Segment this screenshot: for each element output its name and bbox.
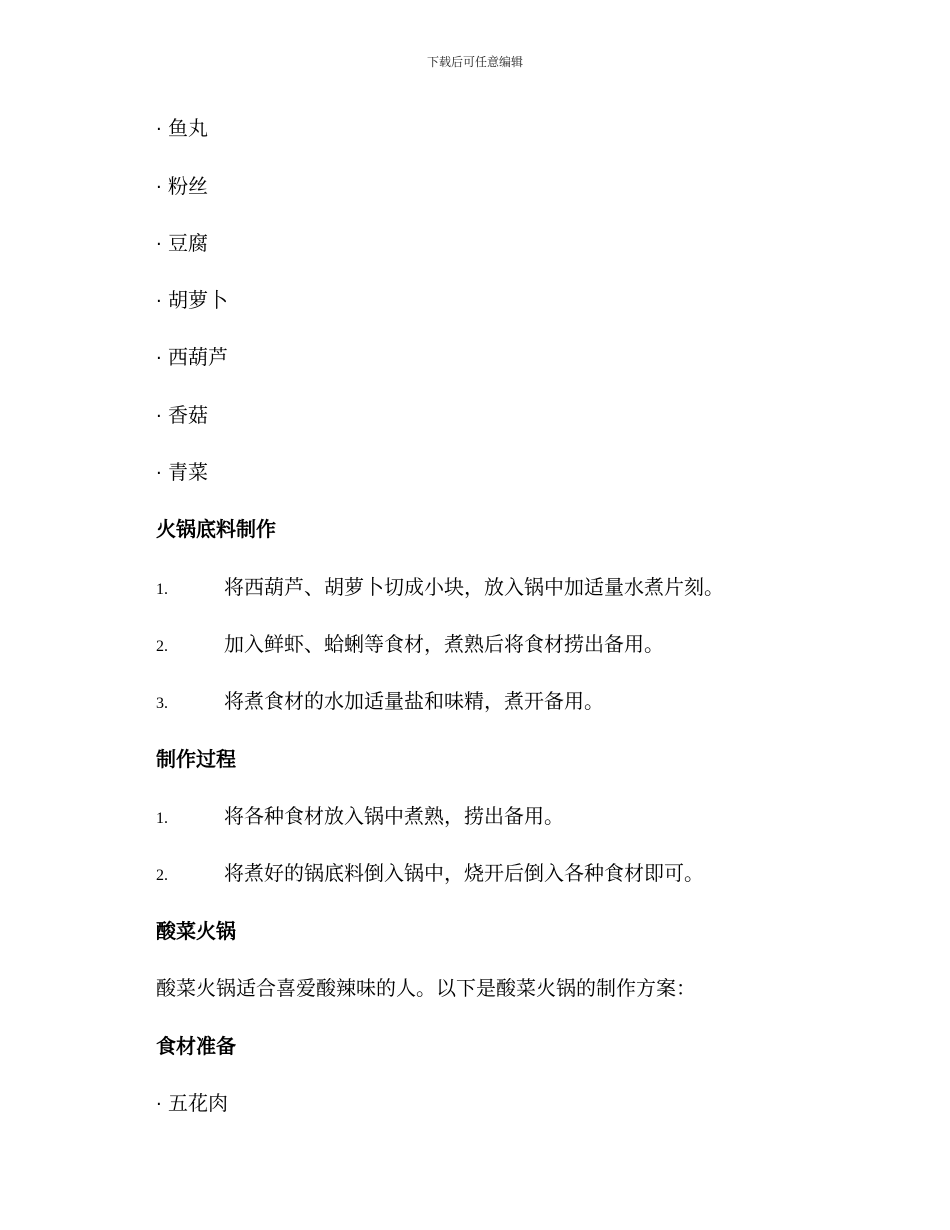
bullet-dot: · xyxy=(156,234,162,255)
step-number: 2. xyxy=(156,867,168,884)
step-text: 将各种食材放入锅中煮熟，捞出备用。 xyxy=(224,804,564,828)
step-text: 将西葫芦、胡萝卜切成小块，放入锅中加适量水煮片刻。 xyxy=(224,575,724,599)
bullet-dot: · xyxy=(156,406,162,427)
step-item xyxy=(156,629,664,659)
step-number: 1. xyxy=(156,810,168,827)
bullet-dot: · xyxy=(156,177,162,198)
step-text: 将煮食材的水加适量盐和味精，煮开备用。 xyxy=(224,689,604,713)
list-item-text: 粉丝 xyxy=(168,174,208,198)
bullet-dot: · xyxy=(156,291,162,312)
step-item xyxy=(156,686,604,716)
section-heading-sauerkraut: 酸菜火锅 xyxy=(156,919,236,943)
step-number: 3. xyxy=(156,695,168,712)
bullet-dot: · xyxy=(156,1094,162,1115)
section-heading-process: 制作过程 xyxy=(156,747,236,771)
step-item xyxy=(156,858,704,888)
list-item xyxy=(156,228,208,258)
list-item xyxy=(156,457,208,487)
list-item-text: 香菇 xyxy=(168,403,208,427)
step-item xyxy=(156,572,724,602)
list-item-text: 鱼丸 xyxy=(168,116,208,140)
header-note: 下载后可任意编辑 xyxy=(426,55,523,69)
list-item xyxy=(156,285,228,315)
list-item xyxy=(156,171,208,201)
list-item-text: 青菜 xyxy=(168,460,208,484)
list-item xyxy=(156,113,208,143)
bullet-dot: · xyxy=(156,348,162,369)
step-item xyxy=(156,801,564,831)
section-heading-broth: 火锅底料制作 xyxy=(156,517,276,541)
section-heading-ingredients: 食材准备 xyxy=(156,1034,236,1058)
list-item-text: 五花肉 xyxy=(168,1091,228,1115)
intro-paragraph: 酸菜火锅适合喜爱酸辣味的人。以下是酸菜火锅的制作方案： xyxy=(156,976,696,1000)
step-text: 加入鲜虾、蛤蜊等食材，煮熟后将食材捞出备用。 xyxy=(224,632,664,656)
list-item-text: 豆腐 xyxy=(168,231,208,255)
list-item xyxy=(156,1088,228,1118)
list-item xyxy=(156,400,208,430)
bullet-dot: · xyxy=(156,119,162,140)
list-item xyxy=(156,342,228,372)
step-text: 将煮好的锅底料倒入锅中，烧开后倒入各种食材即可。 xyxy=(224,861,704,885)
bullet-dot: · xyxy=(156,463,162,484)
list-item-text: 胡萝卜 xyxy=(168,288,228,312)
list-item-text: 西葫芦 xyxy=(168,345,228,369)
step-number: 1. xyxy=(156,581,168,598)
step-number: 2. xyxy=(156,638,168,655)
